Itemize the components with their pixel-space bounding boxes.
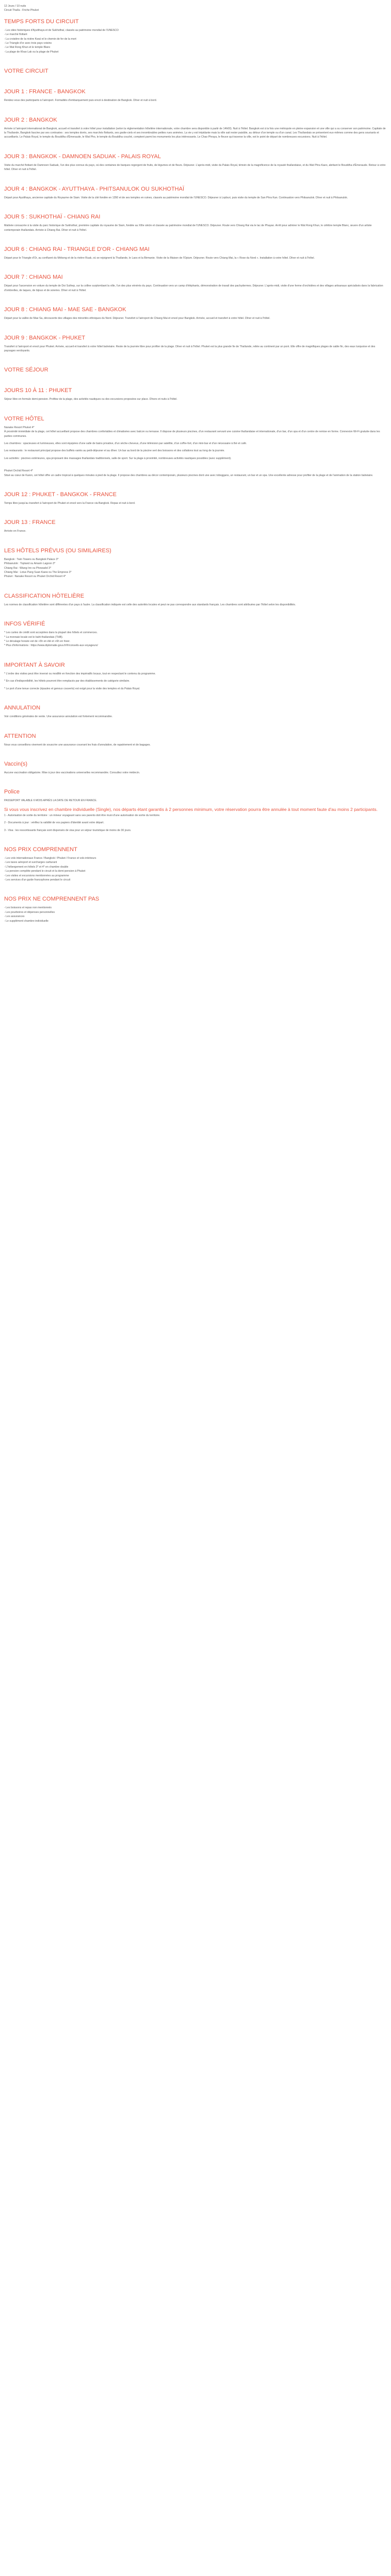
section-title-sejour: VOTRE SÉJOUR	[4, 367, 48, 374]
day-title: JOUR 9 : BANGKOK - PHUKET	[4, 334, 86, 341]
section-title-attention: ATTENTION	[4, 733, 36, 739]
document-header	[4, 4, 387, 13]
day-title: JOUR 8 : CHIANG MAI - MAE SAE - BANGKOK	[4, 307, 126, 313]
annulation-text: Voir conditions générales de vente. Une assurance annulation est fortement recommandée.	[4, 715, 113, 719]
police-text: PASSEPORT VALABLE 6 MOIS APRÈS LA DATE DE RETOUR EN FRANCE.	[4, 799, 97, 803]
list-item: Chiang Rai : Wiang Inn ou Phowadol 3*	[4, 566, 52, 570]
hotel-rooms: Les chambres : spacieuses et lumineuses, elles sont équipées d'une salle de bains privative, d'un sèche-cheveux, d'une télévision par satellite, d'un coffre-fort, d'un mini-bar et d'un nécessaire à thé et café.	[4, 442, 247, 445]
hotel-description: Situé au cœur de Karon, cet hôtel offre un cadre tropical à quelques minutes à pied de la plage. Il propose des chambres au décor contemporain, plusieurs piscines dont une avec toboggans, un restaurant, un bar et un spa. Une excellente adresse pour profiter de la plage et de l'animation de la station balnéaire.	[4, 473, 373, 477]
list-item: * La monnaie locale est le baht thaïlandais (THB).	[4, 635, 63, 639]
day-text: Départ pour Ayutthaya, ancienne capitale du Royaume de Siam. Visite de la cité fondée en 1350 et de ses temples en ruines, classés au patrimoine mondial de l'UNESCO. Déjeuner à Lopburi, puis visite du temple de San Phra Kan. Continuation vers Phitsanulok. Dîner et nuit à Phitsanulok.	[4, 196, 348, 199]
list-item: - Les pourboires et dépenses personnelles	[4, 910, 55, 914]
police-text: 1 - Autorisation de sortie du territoire : un mineur voyageant sans ses parents doit être muni d'une autorisation de sortie du territoire.	[4, 814, 160, 817]
section-title-vaccins: Vaccin(s)	[4, 760, 28, 767]
section-title-not-included: NOS PRIX NE COMPRENNENT PAS	[4, 896, 100, 903]
list-item: - Les boissons et repas non mentionnés	[4, 906, 52, 910]
section-title-hotel: VOTRE HÔTEL	[4, 415, 44, 422]
section-title-important: IMPORTANT À SAVOIR	[4, 662, 65, 668]
day-title: JOUR 1 : FRANCE - BANGKOK	[4, 89, 86, 95]
hotel-activities: Les activités : piscines extérieures, spa proposant des massages thaïlandais traditionnels, salle de sport. Sur la plage à proximité, nombreuses activités nautiques possibles (avec supplément).	[4, 456, 232, 460]
day-text: Visite du marché flottant de Damnoen Saduak, l'un des plus connus du pays, où des centaines de barques regorgent de fruits, de légumes et de fleurs. Déjeuner. L'après-midi, visite du Palais Royal, témoin de la magnificence de la royauté thaïlandaise, et du Wat Phra Kaeo, abritant le Bouddha d'Émeraude. Retour à votre hôtel. Dîner et nuit à l'hôtel.	[4, 163, 386, 172]
list-item: Phitsanulok : Topland ou Amarin Lagoon 3*	[4, 562, 56, 566]
day-text: Rendez-vous des participants à l'aéroport. Formalités d'embarquement puis envol à destination de Bangkok. Dîner et nuit à bord.	[4, 99, 157, 103]
day-text: Départ pour le Triangle d'Or, au confluent du Mékong et de la rivière Ruak, où se rejoignent la Thaïlande, le Laos et la Birmanie. Visite de la Maison de l'Opium. Déjeuner. Route vers Chiang Mai, la « Rose du Nord ». Installation à votre hôtel. Dîner et nuit à l'hôtel.	[4, 256, 315, 260]
day-text: Transfert à l'aéroport et envol pour Phuket. Arrivée, accueil et transfert à votre hôtel balnéaire. Reste de la journée libre pour profiter de la plage. Dîner et nuit à l'hôtel. Phuket est la plus grande île de Thaïlande, reliée au continent par un pont. Elle offre de magnifiques plages de sable fin, des eaux turquoise et des paysages verdoyants.	[4, 345, 376, 352]
list-item: - Le Wat Rong Khun et le temple Blanc	[4, 46, 51, 49]
hotel-restaurants: Les restaurants : le restaurant principal propose des buffets variés au petit-déjeuner et au dîner. Un bar au bord de la piscine sert des boissons et des collations tout au long de la journée.	[4, 449, 225, 453]
document-page	[0, 0, 391, 923]
hotel-name: Phuket Orchid Resort 4*	[4, 469, 33, 473]
day-text: Matinée consacrée à la visite du parc historique de Sukhothaï, première capitale du royaume de Siam, fondée au XIIIe siècle et classée au patrimoine mondial de l'UNESCO. Déjeuner. Route vers Chiang Rai via le lac de Phayao. Arrêt pour admirer le Wat Rong Khun, le célèbre temple Blanc, œuvre d'un artiste contemporain thaïlandais. Arrivée à Chiang Rai. Dîner et nuit à l'hôtel.	[4, 224, 372, 232]
hotel-description: À proximité immédiate de la plage, cet hôtel accueillant propose des chambres confortables et climatisées avec balcon ou terrasse. Il dispose de plusieurs piscines, d'un restaurant servant une cuisine thaïlandaise et internationale, d'un bar, d'un spa et d'un centre de remise en forme. Connexion Wi-Fi gratuite dans les parties communes.	[4, 430, 380, 438]
list-item: Bangkok : Twin Towers ou Bangkok Palace 3*	[4, 557, 59, 561]
list-item: - Les visites et excursions mentionnées au programme	[4, 874, 69, 877]
section-title-classification: CLASSIFICATION HÔTELIÈRE	[4, 592, 85, 599]
list-item: * Le décalage horaire est de +5h en été et +6h en hiver.	[4, 640, 71, 643]
day-title: JOUR 5 : SUKHOTHAÏ - CHIANG RAI	[4, 214, 101, 221]
list-item: - L'hébergement en hôtels 3* et 4* en chambre double	[4, 865, 69, 869]
vaccins-text: Aucune vaccination obligatoire. Mise à jour des vaccinations universelles recommandée. Consultez votre médecin.	[4, 771, 140, 774]
police-text: 2 - Documents à jour : vérifiez la validité de vos papiers d'identité avant votre départ.	[4, 821, 104, 825]
section-title-highlights: TEMPS FORTS DU CIRCUIT	[4, 18, 79, 25]
day-text: Arrivée en France.	[4, 530, 26, 533]
header-circuit-name: Circuit Thaïla - Friche Phuket	[4, 9, 39, 12]
list-item: - La pension complète pendant le circuit et la demi-pension à Phuket	[4, 870, 86, 873]
list-item: * Le port d'une tenue correcte (épaules et genoux couverts) est exigé pour la visite des temples et du Palais Royal.	[4, 687, 140, 690]
hotels-list	[4, 557, 387, 579]
highlights-list	[4, 28, 387, 54]
section-title-annulation: ANNULATION	[4, 705, 41, 711]
day-title: JOUR 12 : PHUKET - BANGKOK - FRANCE	[4, 492, 117, 498]
day-text: Arrivée à l'aéroport international de Bangkok, accueil et transfert à votre hôtel pour installation (selon la réglementation hôtelière internationale, votre chambre sera disponible à partir de 14h00). Nuit à l'hôtel. Bangkok est à la fois une métropole en pleine expansion et une ville qui a su conserver son patrimoine. Capitale de la Thaïlande, Bangkok fascine par ses contrastes : ses temples dorés, ses marchés flottants, ses gratte-ciels et ses innombrables petites rues animées. La vie y est trépidante mais la ville sait rester paisible, au détour d'un temple ou d'un canal. Les Thaïlandais se présentent eux-mêmes comme des gens souriants et accueillants. Le Palais Royal, le temple du Bouddha d'Émeraude, le Wat Pho, le temple du Bouddha couché, comptent parmi les monuments les plus intéressants. Le Chao Phraya, le fleuve qui traverse la ville, est le point de départ de nombreuses excursions. Nuit à l'hôtel.	[4, 127, 386, 139]
day-title: JOUR 4 : BANGKOK - AYUTTHAYA - PHITSANULOK OU SUKHOTHAÏ	[4, 185, 185, 192]
list-item: * Plus d'informations : https://www.diplomatie.gouv.fr/fr/conseils-aux-voyageurs/	[4, 644, 98, 648]
list-item: - La croisière de la rivière Kwaï et le chemin de fer de la mort	[4, 37, 76, 41]
list-item: * L'ordre des visites peut être inversé ou modifié en fonction des impératifs locaux, tout en respectant le contenu du programme.	[4, 672, 156, 675]
police-text: 3 - Visa : les ressortissants français sont dispensés de visa pour un séjour touristique de moins de 30 jours.	[4, 828, 132, 832]
list-item: - Les services d'un guide francophone pendant le circuit	[4, 878, 71, 882]
hotel-name: Nanake Resort Phuket 4*	[4, 426, 35, 429]
list-item: - Le marché flottant	[4, 33, 27, 37]
day-text: Départ pour l'ascension en voiture du temple de Doi Suthep, sur la colline surplombant la ville, l'un des plus vénérés du pays. Continuation vers un camp d'éléphants, démonstration de travail des pachydermes. Déjeuner. L'après-midi, visite d'une ferme d'orchidées et des villages artisanaux spécialisés dans la fabrication d'ombrelles, de laques, de bijoux et de soieries. Dîner et nuit à l'hôtel.	[4, 284, 383, 292]
list-item: * Les cartes de crédit sont acceptées dans la plupart des hôtels et commerces.	[4, 631, 98, 635]
header-duration: 12 Jours / 10 nuits	[4, 5, 26, 8]
list-item: - La plage de Khao Lak ou la plage de Phuket	[4, 50, 59, 54]
section-title-included: NOS PRIX COMPRENNENT	[4, 846, 77, 853]
day-title: JOURS 10 À 11 : PHUKET	[4, 387, 72, 394]
list-item: - Le Triangle d'or avec trois pays voisins	[4, 42, 52, 45]
day-title: JOUR 13 : FRANCE	[4, 519, 56, 526]
section-title-infos: INFOS VÉRIFIÉ	[4, 621, 45, 628]
list-item: - Les sites historiques d'Ayutthaya et de Sukhothaï, classés au patrimoine mondial de l'UNESCO	[4, 28, 119, 32]
day-text: Départ pour la vallée de Mae Sa, découverte des villages des minorités ethniques du Nord. Déjeuner. Transfert à l'aéroport de Chiang Mai et envol pour Bangkok. Arrivée, accueil et transfert à votre hôtel. Dîner et nuit à l'hôtel.	[4, 317, 270, 320]
list-item: Phuket : Nanake Resort ou Phuket Orchid Resort 4*	[4, 575, 66, 579]
section-title-circuit: VOTRE CIRCUIT	[4, 68, 48, 75]
section-title-hotels: LES HÔTELS PRÉVUS (OU SIMILAIRES)	[4, 547, 111, 554]
day-text: Temps libre jusqu'au transfert à l'aéroport de Phuket et envol vers la France via Bangkok. Repas et nuit à bord.	[4, 502, 136, 505]
sejour-text: Séjour libre en formule demi-pension. Profitez de la plage, des activités nautiques ou des excursions proposées sur place. Dîners et nuits à l'hôtel.	[4, 398, 177, 401]
police-alert: Si vous vous inscrivez en chambre individuelle (Single), nos départs étant garantis à 2 personnes minimum, votre réservation pourra être annulée à tout moment faute d'au moins 2 participants.	[4, 806, 378, 812]
section-title-police: Police	[4, 789, 20, 795]
day-title: JOUR 7 : CHIANG MAI	[4, 274, 63, 281]
list-item: - Les vols internationaux France / Bangkok / Phuket / France et vols intérieurs	[4, 856, 96, 860]
day-title: JOUR 2 : BANGKOK	[4, 116, 57, 123]
list-item: - Les taxes aéroport et surcharges carburant	[4, 861, 57, 865]
day-title: JOUR 3 : BANGKOK - DAMNOEN SADUAK - PALAIS ROYAL	[4, 153, 161, 160]
attention-text: Nous vous conseillons vivement de souscrire une assurance couvrant les frais d'annulation, de rapatriement et de bagages.	[4, 743, 151, 747]
list-item: - Le supplément chambre individuelle	[4, 919, 48, 923]
day-title: JOUR 6 : CHIANG RAI - TRIANGLE D'OR - CHIANG MAI	[4, 246, 150, 252]
list-item: - Les assurances	[4, 915, 25, 919]
classification-text: Les normes de classification hôtelière sont différentes d'un pays à l'autre. La classification indiquée est celle des autorités locales et peut ne pas correspondre aux standards français. Les chambres sont attribuées par l'hôtel selon les disponibilités.	[4, 603, 296, 606]
list-item: Chiang Mai : Lotus Pang Suan Kaew ou The Empress 3*	[4, 571, 72, 574]
list-item: * En cas d'indisponibilité, les hôtels pourront être remplacés par des établissements de catégorie similaire.	[4, 680, 130, 683]
